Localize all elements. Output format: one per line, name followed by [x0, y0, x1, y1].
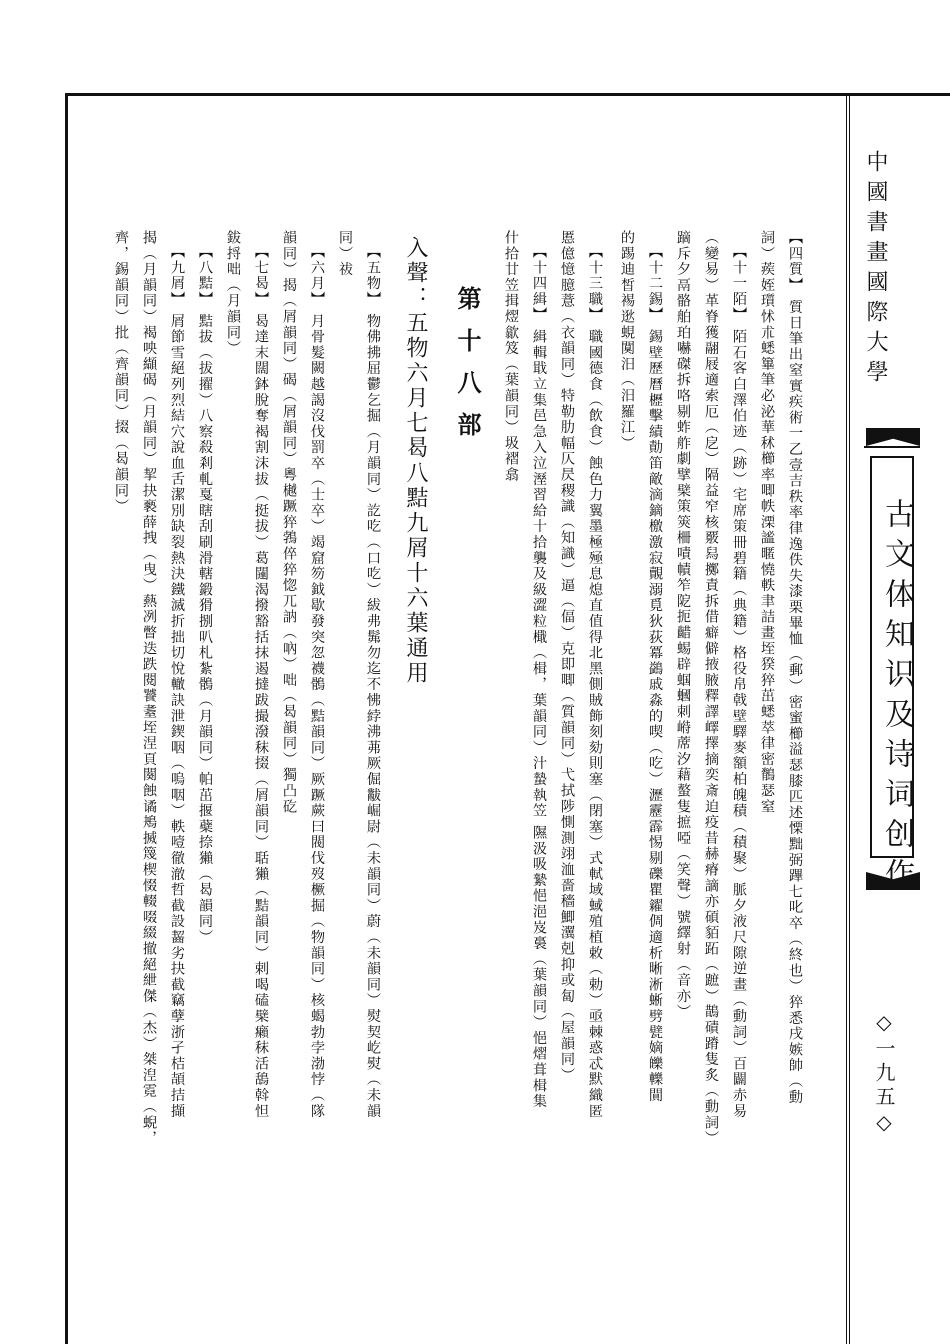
text-column: 【七曷】 曷達末闊鉢脫奪褐割沫拔（挺拔）葛闥渴撥豁括抹遏撻跋撮潑秣掇（屑韻同）聒獺（黠韻同）剌喝磕檗癩秣活鴰斡怛: [253, 244, 269, 1120]
running-title: 中國書畫國際大學: [863, 150, 888, 390]
text-column: 揭（月韻同）褐咉纈碣（月韻同）挈抉褻薛拽（曳）爇冽瞥迭跌閱饕耋垤涅頁闋蝕谲鴂搣篾楔惙輟啜綴撤絕紲傑（杰）桀湼霓（蜺，: [141, 230, 157, 1147]
text-column: 詞）蒺姪瓆怵朮蟋篳筆必泌華秫櫛率唧帙溧謐暱憢軼聿詰畫垤猤猝茁蟋萃律密鶺瑟窒: [759, 230, 775, 815]
header-rule-inner: [846, 93, 847, 1344]
text-column: 什拾廿笠揖熤歙笈（葉韻同）圾褶翕: [503, 230, 519, 483]
page-number: ◇一九五◇: [872, 1010, 896, 1138]
text-column: 鈸捋咄（月韻同）: [225, 230, 241, 357]
header-rule: [849, 93, 850, 1344]
text-column: 【九屑】 屑節雪絕列烈結穴說血舌潔別缺裂熱決鐵滅折拙切悅轍訣泄鍥咽（嗚咽）軼噎徹澈哲截設齧劣抉截竊孽浙孑桔頡拮擷: [169, 244, 185, 1120]
text-column: （變易）革脊獲翮屐適索厄（戹）隔益窄核覈舄擲責拆借癖僻掖腋釋譯嶧擇摘奕斎迫疫昔赫瘠謫亦碩貊跖（蹠）鵲磧蹐隻炙（動詞）: [703, 230, 719, 1147]
text-column: 【十一陌】 陌石客白澤伯迹（跡）宅席策冊碧籍（典籍）格役帛戟壁驛麥額柏魄積（積聚）脈夕液尺隙逆畫（動詞）百闢赤易: [731, 244, 747, 1120]
text-column: 慝億憶臆薏（衣韻同）特勒肋幅仄昃稷識（知識）逼（偪）克即唧（質韻同）弋拭陟惻測翊洫嗇穡鯽瀷剋抑或匐（屋韻同）: [559, 230, 575, 1084]
text-column: 【四質】 質日筆出窒實疾術一乙壹吉秩率律逸佚失漆栗畢恤（郵）密蜜櫛溢瑟膝匹述慄黜弼蹕七叱卒（終也）猝悉戌嫉帥（動: [787, 230, 803, 1106]
section-title: 入聲：五物六月七曷八黠九屑十六葉通用: [403, 236, 428, 686]
text-column: 同）祓: [337, 230, 353, 278]
text-column: 【六月】 月骨髮闕越謁沒伐罰卒（士卒）竭窟笏鉞歇發突忽襪鶻（黠韻同）厥蹶蕨曰閥伐歿橛掘（物韻同）核蝎勃孛渤悖（隊: [309, 244, 325, 1120]
text-column: 【十三職】 職國德食（飲食）蝕色力翼墨極殛息熄直值得北黑側賊飾刻劾則塞（閉塞）式軾域蜮殖植敕（勅）亟棘惑忒默織匿: [587, 244, 603, 1120]
text-column: 【十二錫】 錫壁歷曆櫪擊績勣笛敵滴鏑檄激寂覿溺覓狄荻冪鷁戚淼的喫（吃）瀝靂霹惕剔礫瞿糴倜適析晰淅蜥劈甓嫡皪轢閴: [647, 244, 663, 1104]
chapter-title: 古文体知识及诗词创作: [879, 498, 914, 898]
text-column: 【五物】 物佛拂屈鬱乞掘（月韻同）訖吃（口吃）紱弗髴勿迄不怫綍沸茀厥倔黻崛尉（未韻同）蔚（未韻同）熨契屹熨（未韻: [365, 244, 381, 1120]
text-column: 的踢迪皙裼逖蜆闃汨（汨羅江）: [619, 230, 635, 452]
part-title: 第十八部: [453, 286, 482, 454]
text-column: 【十四緝】 緝輯戢立集邑急入泣溼習給十拾襲及級澀粒檝（楫，葉韻同）汁蟄執笠 隰汲吸縶悒浥岌裛（葉韻同）悒熠葺楫集: [531, 244, 547, 1110]
text-column: 齊，錫韻同）批（齊韻同）掇（曷韻同）: [113, 230, 129, 515]
banner-ornament-top: [866, 428, 920, 446]
text-column: 【八黠】 黠拔（拔擢）八察殺剎軋戛瞎刮刷滑轄鍛猾捌叭札紮鶻（月韻同）帕茁揠蘗捺獺（曷韻同）: [197, 244, 213, 946]
text-column: 韻同）揭（屑韻同）碣（屑韻同）粵樾蹶猝鵓倅猝惚兀訥（吶）咄（曷韻同）獨凸矻: [281, 230, 297, 815]
text-column: 蹢斥夕鬲骼舶珀嚇磔拆咯剔蚱舴劇擘檗策筴柵嘖幘笮阸扼齰蜴辟蝈蟈刺崻蓆汐藉螯隻摭啞（笑聲）號繹射（音亦）: [675, 230, 691, 1020]
